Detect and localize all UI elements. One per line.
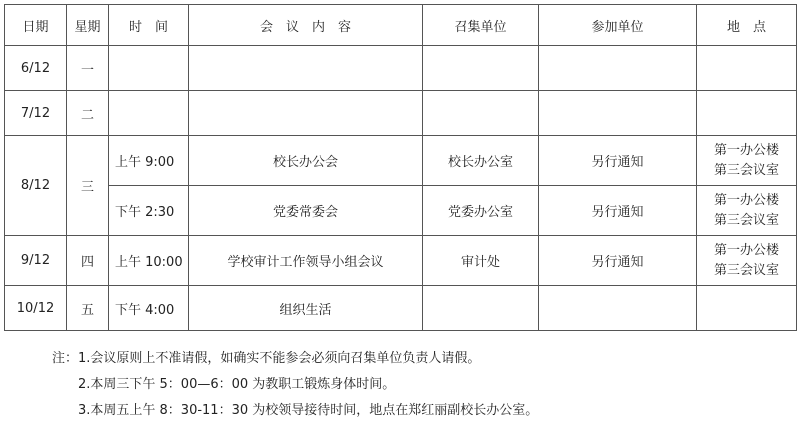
location-cell [697, 236, 797, 286]
convener-cell [423, 91, 539, 136]
location-cell [697, 46, 797, 91]
weekday-cell: 一 [67, 46, 109, 91]
location-cell [697, 91, 797, 136]
header-time: 时 间 [109, 5, 189, 46]
weekday-cell: 五 [67, 286, 109, 331]
time-cell [109, 91, 189, 136]
content-cell: 校长办公会 [189, 136, 423, 186]
content-cell [189, 91, 423, 136]
date-cell: 9/12 [5, 236, 67, 286]
table-row [5, 136, 797, 186]
location-cell [697, 186, 797, 236]
location-building: 第一办公楼 [713, 142, 779, 158]
participants-cell: 另行通知 [539, 136, 697, 186]
content-cell: 学校审计工作领导小组会议 [189, 236, 423, 286]
table-row [5, 286, 797, 331]
header-location: 地 点 [697, 5, 797, 46]
time-cell: 下午 4:00 [109, 286, 189, 331]
content-cell: 组织生活 [189, 286, 423, 331]
time-cell: 上午 10:00 [109, 236, 189, 286]
weekday-cell: 三 [67, 136, 109, 236]
content-cell: 党委常委会 [189, 186, 423, 236]
content-cell [189, 46, 423, 91]
location-room: 第三会议室 [713, 212, 779, 228]
notes-section [52, 346, 538, 424]
meeting-schedule-table [4, 4, 797, 331]
convener-cell [423, 46, 539, 91]
table-header-row [5, 5, 797, 46]
time-cell [109, 46, 189, 91]
table-row [5, 186, 797, 236]
participants-cell [539, 46, 697, 91]
convener-cell: 审计处 [423, 236, 539, 286]
convener-cell: 校长办公室 [423, 136, 539, 186]
table-row [5, 91, 797, 136]
location-building: 第一办公楼 [713, 242, 779, 258]
time-cell: 上午 9:00 [109, 136, 189, 186]
weekday-cell: 四 [67, 236, 109, 286]
note-line: 3.本周五上午 8：30-11：30 为校领导接待时间，地点在郑红丽副校长办公室。 [78, 403, 539, 418]
header-date: 日期 [5, 5, 67, 46]
header-participants: 参加单位 [539, 5, 697, 46]
table-row [5, 236, 797, 286]
location-cell [697, 136, 797, 186]
date-cell: 6/12 [5, 46, 67, 91]
date-cell: 8/12 [5, 136, 67, 236]
location-room: 第三会议室 [713, 162, 779, 178]
weekday-cell: 二 [67, 91, 109, 136]
date-cell: 10/12 [5, 286, 67, 331]
note-line: 注：1.会议原则上不准请假，如确实不能参会必须向召集单位负责人请假。 [52, 351, 481, 366]
header-content: 会 议 内 容 [189, 5, 423, 46]
participants-cell [539, 286, 697, 331]
location-building: 第一办公楼 [713, 192, 779, 208]
header-convener: 召集单位 [423, 5, 539, 46]
table-row [5, 46, 797, 91]
header-weekday: 星期 [67, 5, 109, 46]
note-line: 2.本周三下午 5：00—6：00 为教职工锻炼身体时间。 [78, 377, 396, 392]
location-cell [697, 286, 797, 331]
convener-cell: 党委办公室 [423, 186, 539, 236]
participants-cell [539, 91, 697, 136]
location-room: 第三会议室 [713, 262, 779, 278]
date-cell: 7/12 [5, 91, 67, 136]
participants-cell: 另行通知 [539, 236, 697, 286]
time-cell: 下午 2:30 [109, 186, 189, 236]
convener-cell [423, 286, 539, 331]
participants-cell: 另行通知 [539, 186, 697, 236]
